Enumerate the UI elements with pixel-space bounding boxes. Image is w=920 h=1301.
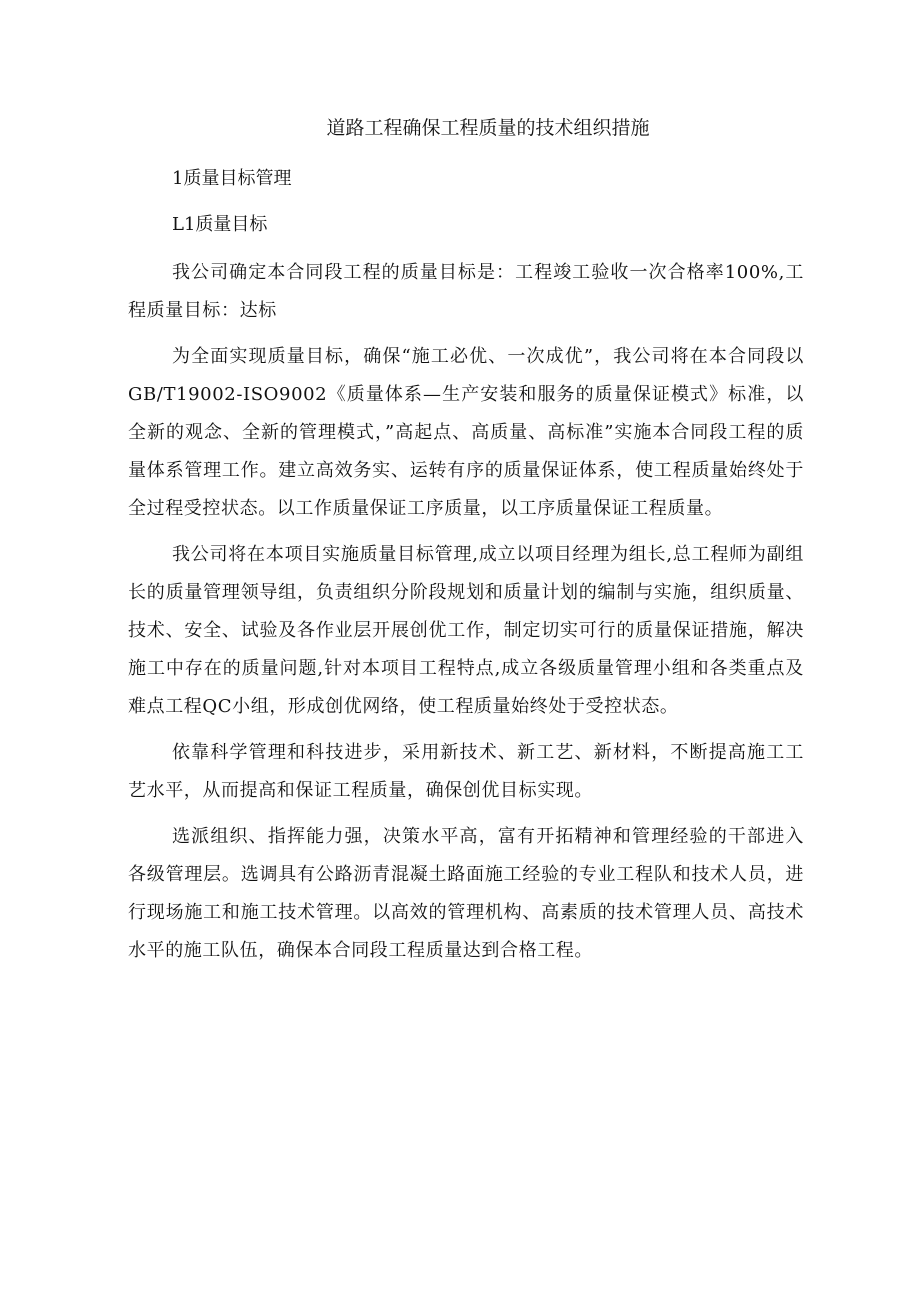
document-title: 道路工程确保工程质量的技术组织措施 [326, 117, 650, 139]
paragraph-quality-system: 为全面实现质量目标，确保“施工必优、一次成优”，我公司将在本合同段以GB/T19002-ISO9002《质量体系—生产安装和服务的质量保证模式》标准，以全新的观念、全新的管理模式，”高起点、高质量、高标准”实施本合同段工程的质量体系管理工作。建立高效务实、运转有序的质量保证体系，使工程质量始终处于全过程受控状态。以工作质量保证工序质量，以工序质量保证工程质量。 [128, 346, 804, 519]
document-body [128, 114, 804, 970]
section-heading-1: 1质量目标管理 [172, 168, 292, 189]
paragraph-staffing: 选派组织、指挥能力强，决策水平高，富有开拓精神和管理经验的干部进入各级管理层。选调具有公路沥青混凝土路面施工经验的专业工程队和技术人员，进行现场施工和施工技术管理。以高效的管理机构、高素质的技术管理人员、高技术水平的施工队伍，确保本合同段工程质量达到合格工程。 [128, 826, 804, 961]
paragraph-technology: 依靠科学管理和科技进步，采用新技术、新工艺、新材料，不断提高施工工艺水平，从而提高和保证工程质量，确保创优目标实现。 [128, 742, 804, 801]
section-heading-1-1: L1质量目标 [172, 214, 268, 235]
paragraph-quality-target: 我公司确定本合同段工程的质量目标是：工程竣工验收一次合格率100%,工程质量目标：达标 [128, 262, 804, 321]
paragraph-management-group: 我公司将在本项目实施质量目标管理,成立以项目经理为组长,总工程师为副组长的质量管理领导组，负责组织分阶段规划和质量计划的编制与实施，组织质量、技术、安全、试验及各作业层开展创优工作，制定切实可行的质量保证措施，解决施工中存在的质量问题,针对本项目工程特点,成立各级质量管理小组和各类重点及难点工程QC小组，形成创优网络，使工程质量始终处于受控状态。 [128, 544, 804, 717]
